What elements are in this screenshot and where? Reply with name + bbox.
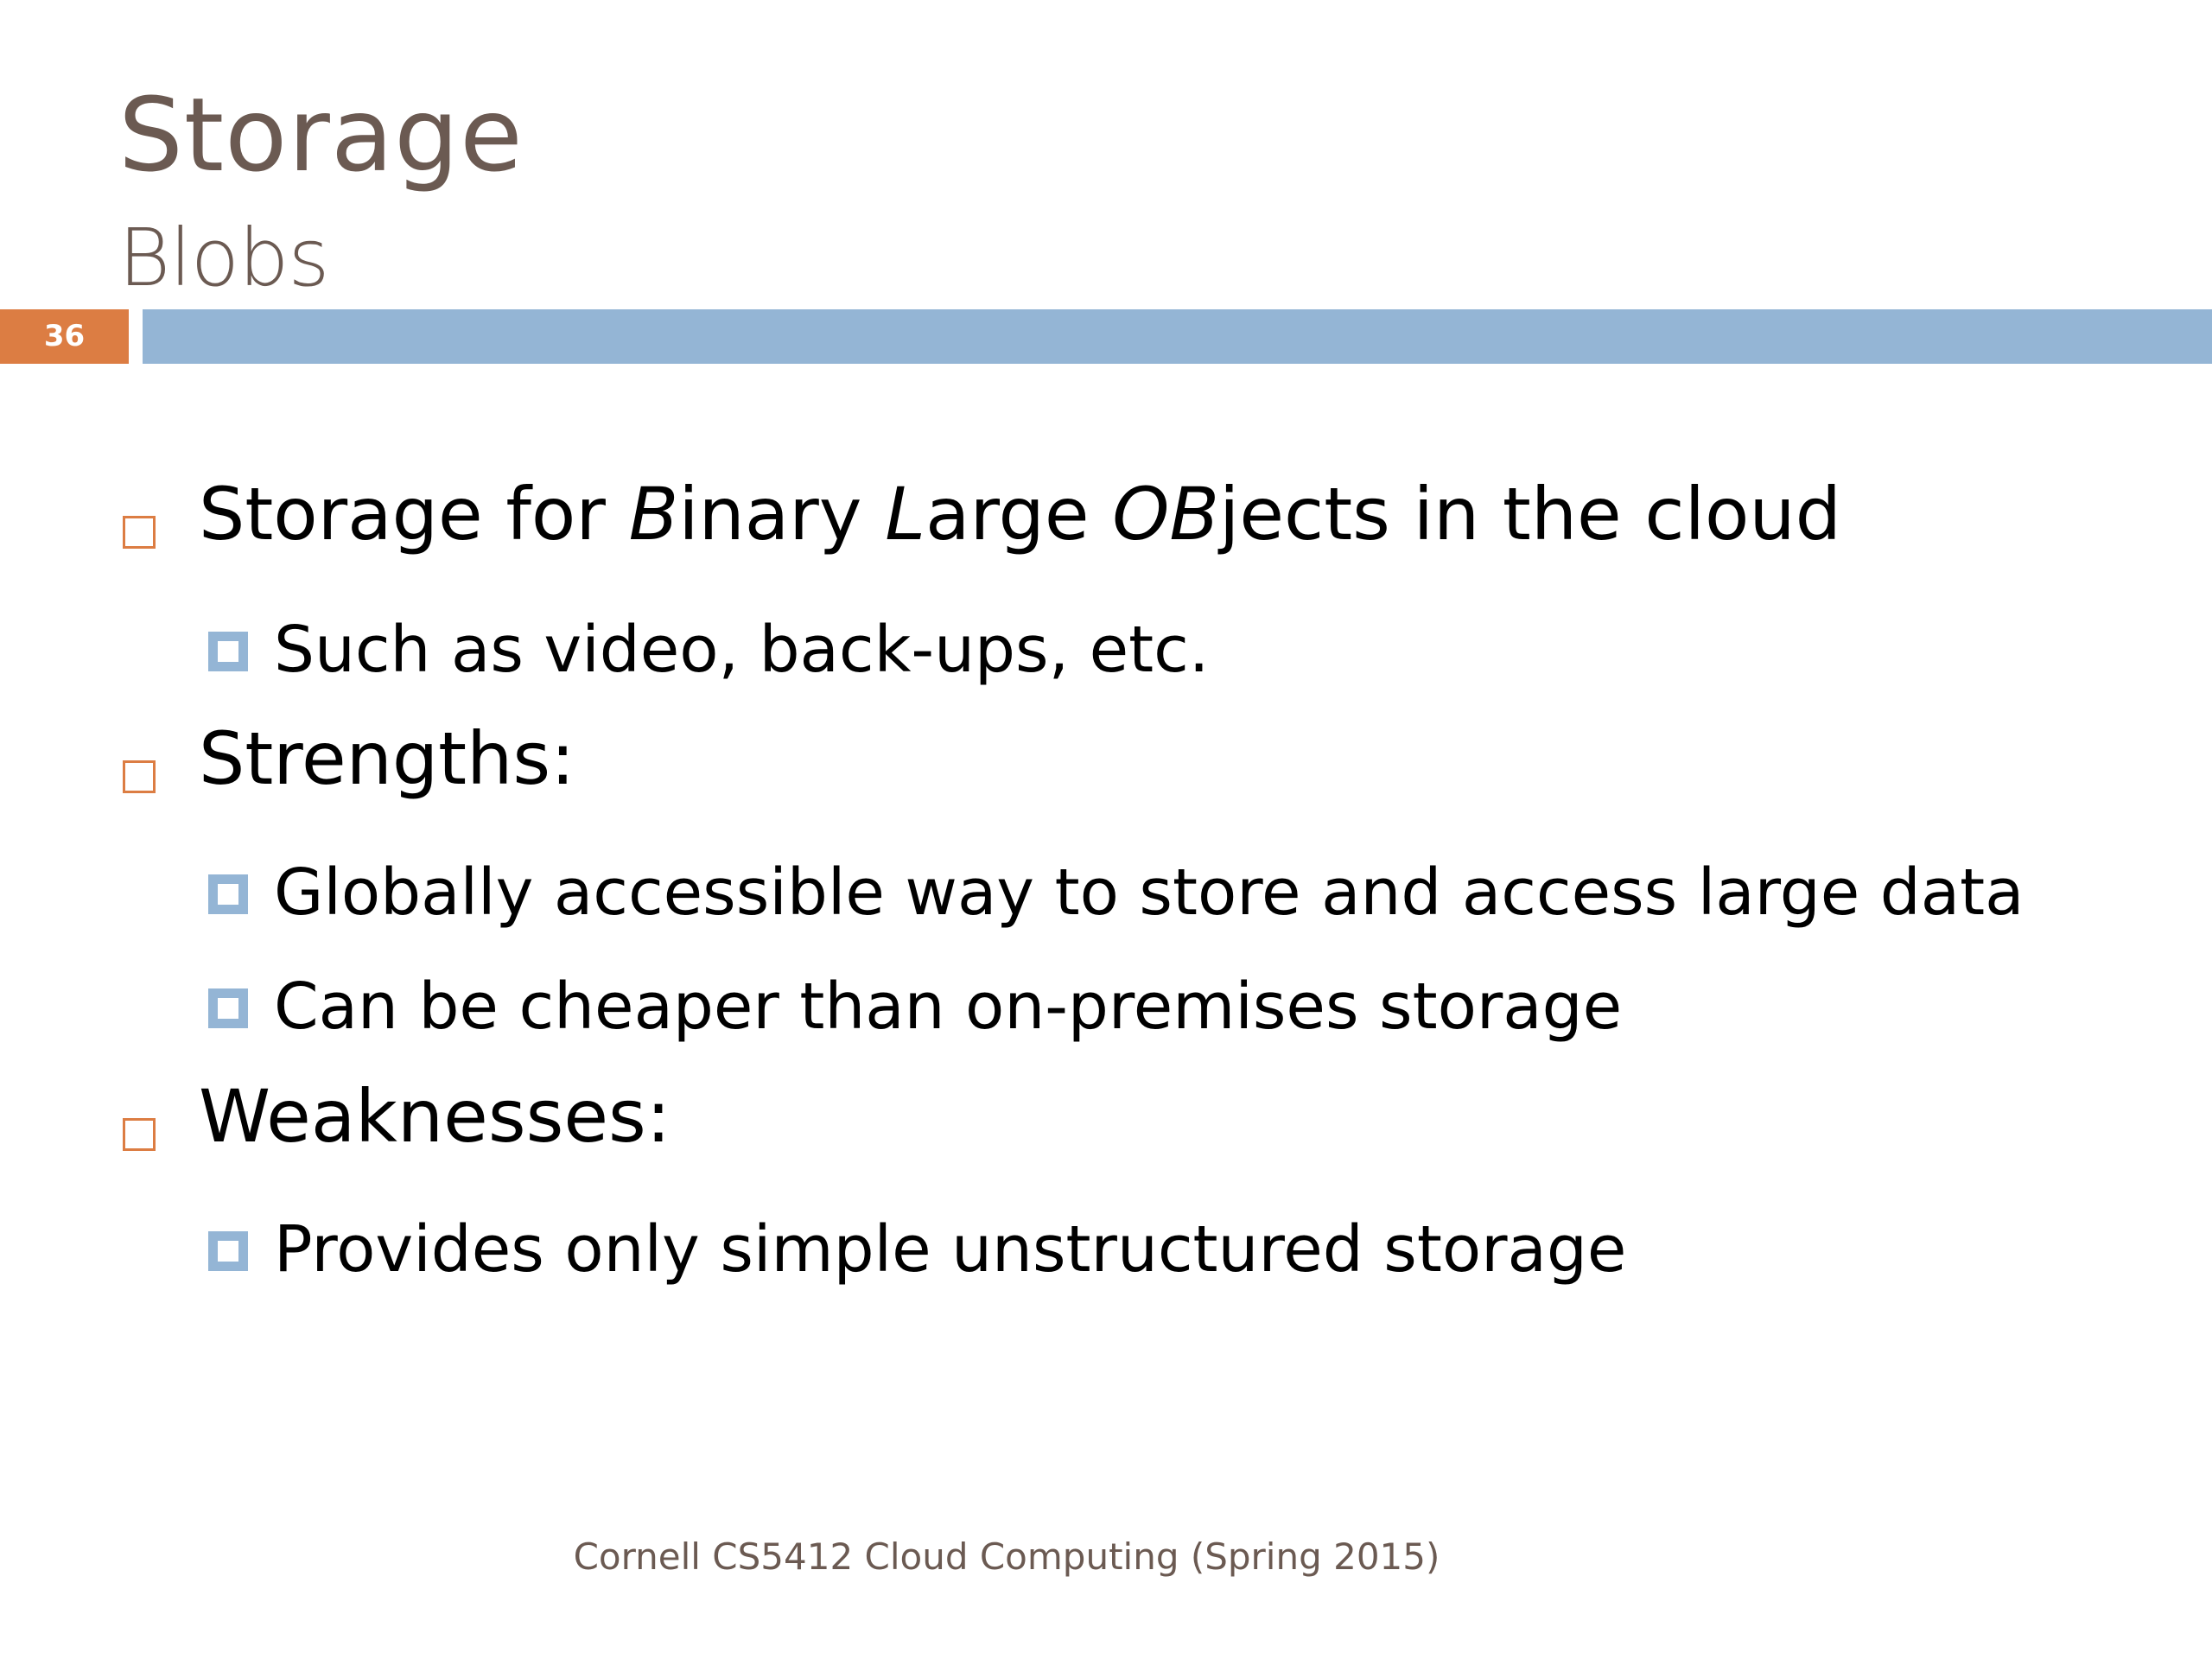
hollow-square-bullet-icon xyxy=(123,760,156,793)
filled-square-bullet-icon xyxy=(208,874,248,914)
filled-square-bullet-icon xyxy=(208,988,248,1028)
sub-bullet-text: Can be cheaper than on-premises storage xyxy=(274,969,1623,1044)
bullet-text: Strengths: xyxy=(199,716,575,801)
slide-title: Storage xyxy=(118,75,524,194)
sub-bullet-text: Such as video, back-ups, etc. xyxy=(274,613,1210,687)
filled-square-bullet-icon xyxy=(208,632,248,671)
hollow-square-bullet-icon xyxy=(123,516,156,549)
hollow-square-bullet-icon xyxy=(123,1118,156,1151)
page-number-badge: 36 xyxy=(0,309,129,364)
bullet-text: Storage for Binary Large OBjects in the cloud xyxy=(199,472,1841,556)
slide-subtitle: Blobs xyxy=(118,212,329,304)
bullet-text: Weaknesses: xyxy=(199,1074,671,1159)
slide-footer: Cornell CS5412 Cloud Computing (Spring 2015) xyxy=(573,1535,1440,1578)
header-divider-bar xyxy=(143,309,2212,364)
sub-bullet-text: Globally accessible way to store and access large data xyxy=(274,855,2024,930)
sub-bullet-text: Provides only simple unstructured storage xyxy=(274,1212,1627,1287)
filled-square-bullet-icon xyxy=(208,1231,248,1271)
